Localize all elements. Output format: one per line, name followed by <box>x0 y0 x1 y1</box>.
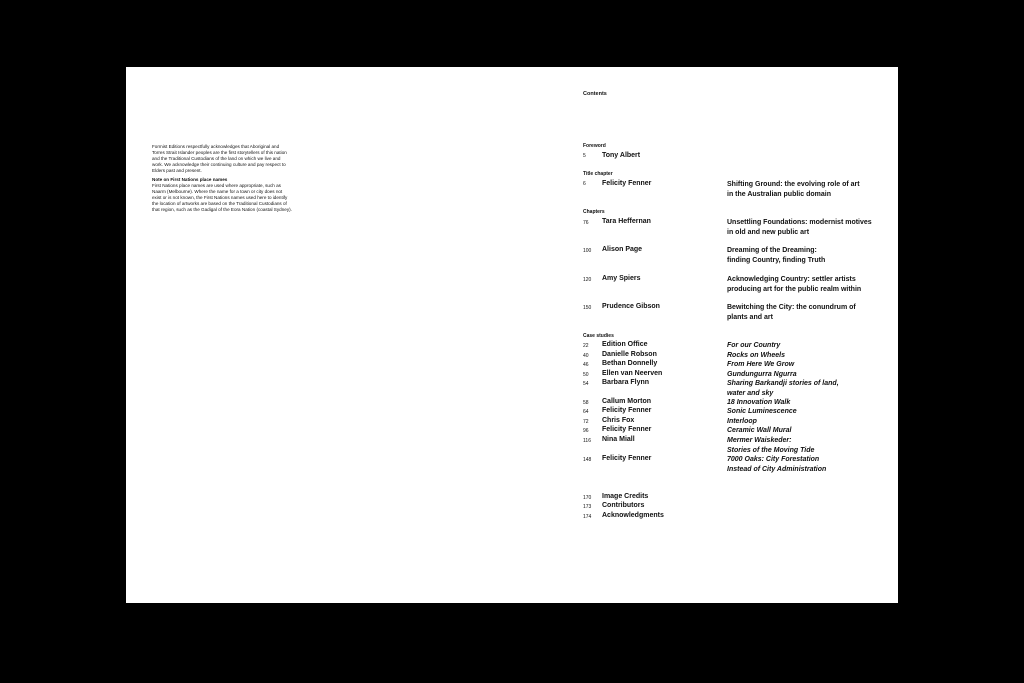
chapter-page: 120 <box>583 277 592 283</box>
title-line: producing art for the public realm within <box>727 285 862 293</box>
chapter-title <box>727 246 877 265</box>
chapter-author: Prudence Gibson <box>602 303 660 310</box>
case-studies-label: Case studies <box>583 333 614 339</box>
title-line: Mermer Waiskeder: <box>727 437 792 444</box>
title-line: Acknowledging Country: settler artists <box>727 276 856 283</box>
foreword-page: 5 <box>583 153 586 159</box>
chapter-author: Tara Heffernan <box>602 218 651 225</box>
back-matter-page: 174 <box>583 514 592 520</box>
title-line: Sharing Barkandji stories of land, <box>727 380 839 387</box>
title-chapter-label: Title chapter <box>583 171 613 177</box>
back-matter-page: 170 <box>583 495 592 501</box>
case-study-title: 18 Innovation Walk <box>727 399 791 406</box>
title-line: Bewitching the City: the conundrum of <box>727 304 856 311</box>
acknowledgement-paragraph: Formist Editions respectfully acknowledges that Aboriginal and Torres Strait Islander peoples are the first storytellers of this nation and the Traditional Custodians of the land on which we live and work. We acknowledge their continuing culture and pay respect to Elders past and present. <box>152 144 287 173</box>
case-study-page: 72 <box>583 419 589 425</box>
case-study-author: Felicity Fenner <box>602 407 652 414</box>
title-line: 7000 Oaks: City Forestation <box>727 456 820 463</box>
title-line: water and sky <box>727 389 774 397</box>
case-study-page: 64 <box>583 409 589 415</box>
case-study-page: 96 <box>583 428 589 434</box>
title-chapter-page: 6 <box>583 181 586 187</box>
case-study-page: 50 <box>583 372 589 378</box>
place-names-note-body: First Nations place names are used where appropriate, such as Naarm (Melbourne). Where the name for a town or city does not exist or is not known, the First Nations names used here to identify the location of artworks are based on the Traditional Custodians of that region, such as the Gadigal of the Eora Nation (coastal Sydney). <box>152 183 292 212</box>
chapter-title <box>727 218 877 237</box>
title-line: Unsettling Foundations: modernist motives <box>727 219 872 226</box>
case-study-title <box>727 436 877 455</box>
title-chapter-title <box>727 180 877 199</box>
case-study-page: 22 <box>583 343 589 349</box>
case-study-page: 58 <box>583 400 589 406</box>
case-study-author: Danielle Robson <box>602 351 657 358</box>
chapter-page: 100 <box>583 248 592 254</box>
case-study-author: Callum Morton <box>602 398 651 405</box>
case-study-page: 116 <box>583 438 591 444</box>
chapter-title <box>727 303 877 322</box>
case-study-title: Gundungurra Ngurra <box>727 371 797 378</box>
case-study-page: 46 <box>583 362 589 368</box>
chapters-label: Chapters <box>583 209 605 215</box>
case-study-title: From Here We Grow <box>727 361 795 368</box>
chapter-author: Alison Page <box>602 246 643 253</box>
case-study-page: 148 <box>583 457 592 463</box>
back-matter-label: Image Credits <box>602 493 649 500</box>
title-line: plants and art <box>727 313 773 321</box>
contents-heading: Contents <box>583 91 607 97</box>
case-study-title: Interloop <box>727 418 757 425</box>
case-study-author: Chris Fox <box>602 417 635 424</box>
case-study-title <box>727 379 877 398</box>
foreword-label: Foreword <box>583 143 606 149</box>
case-study-author: Felicity Fenner <box>602 426 652 433</box>
case-study-page: 40 <box>583 353 589 359</box>
chapter-page: 150 <box>583 305 592 311</box>
chapter-author: Amy Spiers <box>602 275 641 282</box>
back-matter-label: Acknowledgments <box>602 512 664 519</box>
case-study-title <box>727 455 877 474</box>
case-study-title: Sonic Luminescence <box>727 408 797 415</box>
book-spread <box>126 67 898 603</box>
foreword-author: Tony Albert <box>602 152 641 159</box>
case-study-title: Ceramic Wall Mural <box>727 427 792 434</box>
title-line: finding Country, finding Truth <box>727 256 826 264</box>
title-line: Stories of the Moving Tide <box>727 446 815 454</box>
title-line: in the Australian public domain <box>727 190 831 198</box>
title-line: Instead of City Administration <box>727 465 827 473</box>
place-names-note-title: Note on First Nations place names <box>152 177 228 182</box>
title-line: Dreaming of the Dreaming: <box>727 247 817 254</box>
case-study-title: Rocks on Wheels <box>727 352 785 359</box>
case-study-author: Ellen van Neerven <box>602 370 663 377</box>
case-study-author: Felicity Fenner <box>602 455 652 462</box>
title-line: in old and new public art <box>727 228 810 236</box>
case-study-page: 54 <box>583 381 589 387</box>
chapter-title <box>727 275 877 294</box>
case-study-author: Bethan Donnelly <box>602 360 658 367</box>
case-study-author: Edition Office <box>602 341 648 348</box>
case-study-author: Nina Miall <box>602 436 635 443</box>
case-study-title: For our Country <box>727 342 781 349</box>
title-line: Shifting Ground: the evolving role of art <box>727 181 860 188</box>
case-study-author: Barbara Flynn <box>602 379 650 386</box>
chapter-page: 76 <box>583 220 589 226</box>
back-matter-page: 173 <box>583 504 592 510</box>
title-chapter-author: Felicity Fenner <box>602 180 652 187</box>
back-matter-label: Contributors <box>602 502 645 509</box>
acknowledgement-block <box>152 144 292 213</box>
